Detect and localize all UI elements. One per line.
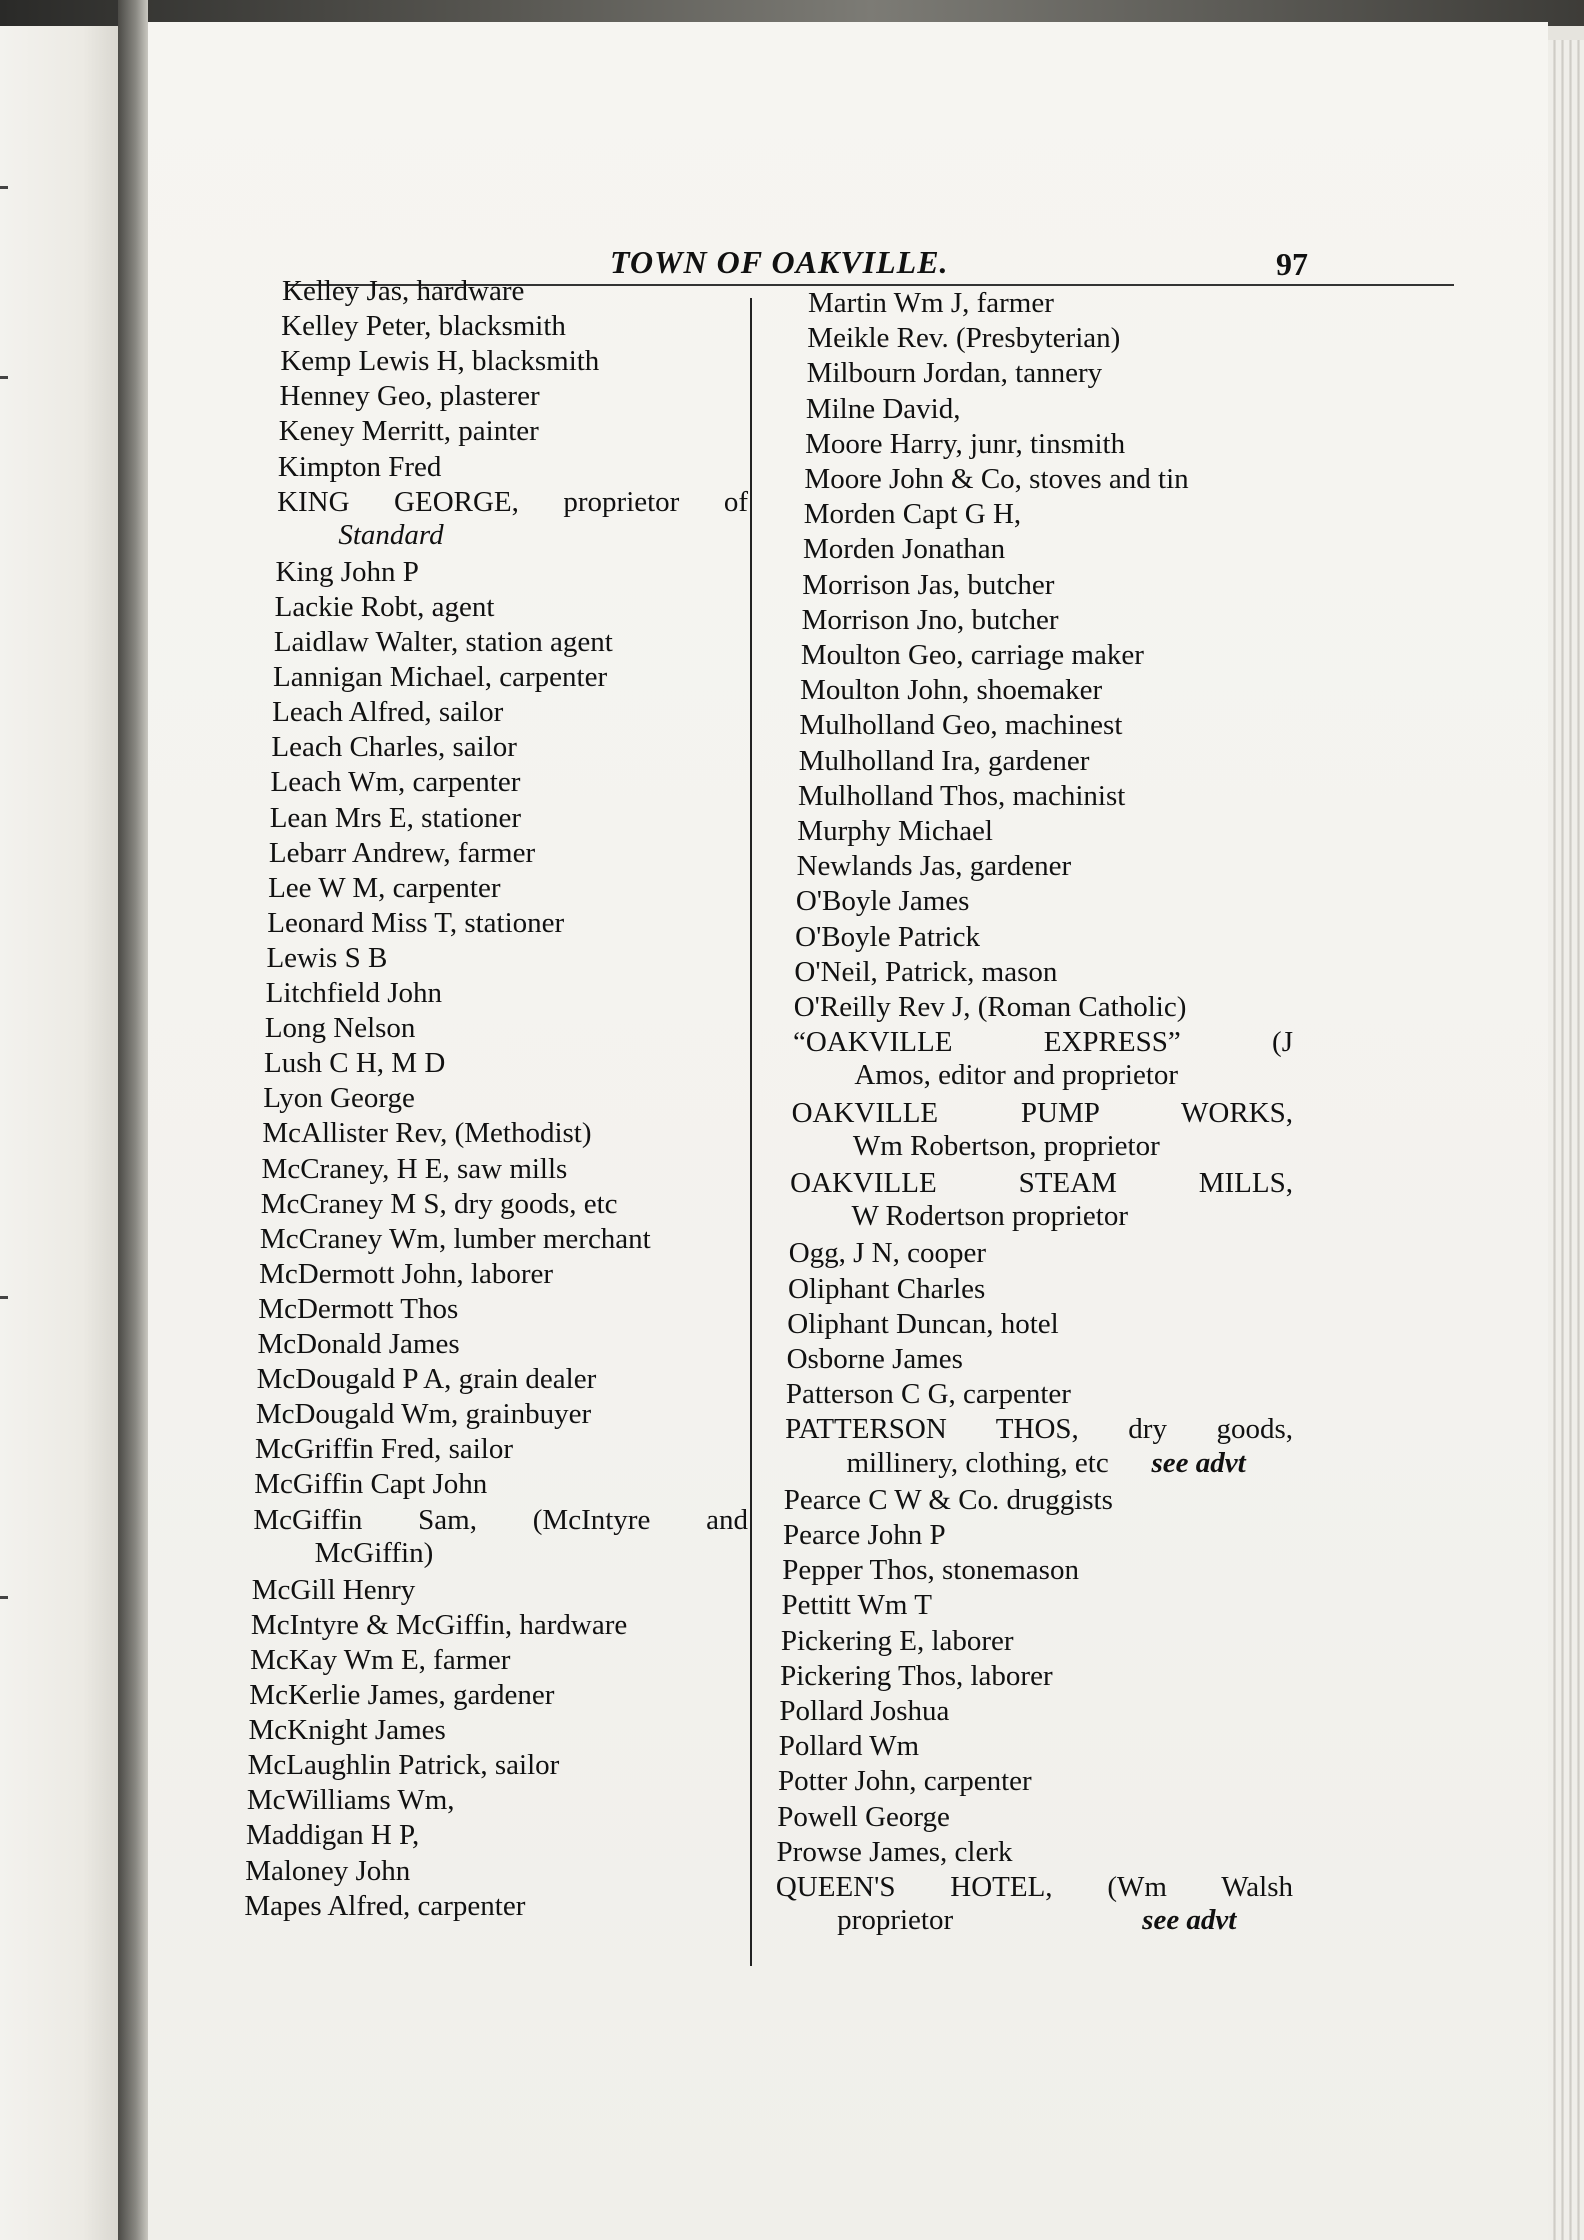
directory-entry: Keney Merritt, painter bbox=[278, 415, 539, 448]
directory-entry: McCraney Wm, lumber merchant bbox=[259, 1222, 651, 1255]
directory-entry: Milbourn Jordan, tannery bbox=[806, 357, 1103, 390]
directory-entry: O'Boyle James bbox=[795, 885, 970, 918]
directory-entry: Mulholland Geo, machinest bbox=[799, 709, 1123, 742]
directory-entry-continuation: Standard bbox=[338, 518, 444, 551]
directory-entry: McGiffin Capt John bbox=[254, 1468, 488, 1501]
directory-entry: Morrison Jas, butcher bbox=[802, 568, 1055, 601]
directory-entry-continuation: Amos, editor and proprietor bbox=[854, 1059, 1179, 1092]
directory-entry: Lush C H, M D bbox=[264, 1047, 446, 1080]
directory-entry: Kimpton Fred bbox=[277, 450, 442, 483]
directory-entry: Pickering E, laborer bbox=[780, 1624, 1014, 1657]
directory-entry: McGill Henry bbox=[251, 1573, 416, 1606]
directory-entry: McDougald Wm, grainbuyer bbox=[255, 1398, 592, 1431]
directory-entry: Pickering Thos, laborer bbox=[780, 1659, 1053, 1692]
directory-entry: Leach Charles, sailor bbox=[271, 731, 517, 764]
directory-entry: McDougald P A, grain dealer bbox=[256, 1363, 597, 1396]
directory-entry: Pearce John P bbox=[782, 1519, 946, 1551]
directory-entry: McGiffin Sam, (McIntyre and bbox=[253, 1503, 748, 1536]
directory-entry: QUEEN'S HOTEL, (Wm Walsh bbox=[775, 1871, 1293, 1903]
directory-entry: McIntyre & McGiffin, hardware bbox=[250, 1608, 628, 1641]
directory-entry: Meikle Rev. (Presbyterian) bbox=[807, 322, 1121, 355]
book-gutter bbox=[118, 0, 148, 2240]
directory-entry: Milne David, bbox=[805, 392, 961, 425]
directory-entry: OAKVILLE STEAM MILLS, bbox=[790, 1167, 1293, 1199]
directory-entry: Prowse James, clerk bbox=[776, 1835, 1013, 1868]
directory-entry: Morrison Jno, butcher bbox=[801, 603, 1059, 636]
directory-entry-continuation: McGiffin) bbox=[314, 1536, 434, 1569]
directory-entry: Lebarr Andrew, farmer bbox=[268, 836, 536, 869]
directory-entry: Mulholland Ira, gardener bbox=[798, 744, 1090, 777]
directory-entry: Moore John & Co, stoves and tin bbox=[804, 463, 1189, 495]
directory-entry: KING GEORGE, proprietor of bbox=[277, 485, 748, 518]
directory-entry: “OAKVILLE EXPRESS” (J bbox=[792, 1026, 1293, 1059]
directory-entry: McCraney M S, dry goods, etc bbox=[260, 1187, 618, 1220]
directory-entry: Kelley Jas, hardware bbox=[282, 275, 525, 307]
directory-entry: Litchfield John bbox=[265, 977, 443, 1009]
directory-entry-continuation: W Rodertson proprietor bbox=[851, 1200, 1128, 1233]
see-advt-note: see advt bbox=[1151, 1446, 1246, 1479]
directory-entry: Leonard Miss T, stationer bbox=[267, 906, 565, 939]
directory-entry: O'Reilly Rev J, (Roman Catholic) bbox=[793, 991, 1187, 1023]
column-divider bbox=[750, 298, 752, 1966]
margin-mark bbox=[0, 186, 8, 189]
directory-entry: Laidlaw Walter, station agent bbox=[273, 626, 613, 658]
directory-entry: McWilliams Wm, bbox=[246, 1784, 455, 1817]
directory-entry: McLaughlin Patrick, sailor bbox=[247, 1749, 560, 1782]
page-number: 97 bbox=[1276, 246, 1308, 282]
directory-entry: Lee W M, carpenter bbox=[268, 871, 501, 904]
directory-entry: Murphy Michael bbox=[797, 815, 993, 847]
directory-entry: Pepper Thos, stonemason bbox=[782, 1554, 1079, 1587]
directory-entry: Lean Mrs E, stationer bbox=[269, 801, 521, 834]
directory-entry: Powell George bbox=[777, 1800, 950, 1833]
directory-entry: McKnight James bbox=[248, 1714, 446, 1747]
directory-entry: Maloney John bbox=[245, 1854, 411, 1887]
directory-entry: Pearce C W & Co. druggists bbox=[783, 1483, 1113, 1516]
directory-entry: Morden Jonathan bbox=[802, 533, 1006, 566]
directory-entry: Mulholland Thos, machinist bbox=[797, 779, 1126, 812]
directory-entry: Moore Harry, junr, tinsmith bbox=[805, 427, 1126, 460]
directory-entry: Kelley Peter, blacksmith bbox=[281, 310, 566, 343]
directory-entry-continuation: Wm Robertson, proprietor bbox=[852, 1129, 1160, 1162]
directory-entry: Moulton John, shoemaker bbox=[800, 674, 1103, 707]
directory-entry: Newlands Jas, gardener bbox=[796, 850, 1072, 883]
directory-entry: Oliphant Charles bbox=[787, 1272, 986, 1305]
directory-entry: Ogg, J N, cooper bbox=[788, 1237, 987, 1270]
directory-entry: Moulton Geo, carriage maker bbox=[800, 639, 1144, 671]
directory-entry: OAKVILLE PUMP WORKS, bbox=[791, 1096, 1293, 1129]
directory-entry: McKay Wm E, farmer bbox=[250, 1643, 511, 1676]
directory-entry: Osborne James bbox=[786, 1343, 963, 1375]
directory-entry: Lannigan Michael, carpenter bbox=[273, 661, 608, 694]
margin-mark bbox=[0, 1296, 8, 1299]
page-title: TOWN OF OAKVILLE. bbox=[610, 244, 949, 280]
facing-page-edge bbox=[0, 26, 118, 2240]
directory-entry: McDermott Thos bbox=[258, 1292, 459, 1325]
directory-entry: Long Nelson bbox=[264, 1012, 416, 1045]
directory-entry: Pettitt Wm T bbox=[781, 1589, 932, 1622]
directory-entry: O'Boyle Patrick bbox=[795, 920, 980, 953]
directory-entry: Leach Alfred, sailor bbox=[272, 696, 504, 729]
directory-entry: O'Neil, Patrick, mason bbox=[794, 955, 1058, 988]
directory-entry: Pollard Joshua bbox=[779, 1695, 950, 1727]
directory-entry: McDermott John, laborer bbox=[259, 1257, 554, 1290]
directory-entry: McCraney, H E, saw mills bbox=[261, 1152, 568, 1185]
directory-entry: Lyon George bbox=[263, 1082, 415, 1115]
directory-page bbox=[148, 22, 1548, 2240]
directory-entry: Oliphant Duncan, hotel bbox=[787, 1307, 1059, 1340]
directory-entry: McKerlie James, gardener bbox=[249, 1679, 555, 1711]
directory-entry: Mapes Alfred, carpenter bbox=[244, 1889, 526, 1922]
directory-entry: McDonald James bbox=[257, 1328, 460, 1360]
directory-entry: Potter John, carpenter bbox=[777, 1765, 1032, 1798]
margin-mark bbox=[0, 376, 8, 379]
directory-entry: Leach Wm, carpenter bbox=[270, 766, 521, 799]
directory-entry: PATTERSON THOS, dry goods, bbox=[785, 1413, 1293, 1446]
directory-entry: McGriffin Fred, sailor bbox=[255, 1433, 513, 1466]
directory-entry: Patterson C G, carpenter bbox=[785, 1378, 1071, 1411]
directory-entry: King John P bbox=[275, 555, 419, 588]
directory-entry: Lackie Robt, agent bbox=[274, 590, 495, 623]
see-advt-note: see advt bbox=[1142, 1904, 1237, 1937]
directory-entry: Morden Capt G H, bbox=[803, 498, 1022, 531]
margin-mark bbox=[0, 1596, 8, 1599]
directory-entry: Henney Geo, plasterer bbox=[279, 380, 540, 413]
directory-entry-continuation: millinery, clothing, etc bbox=[846, 1446, 1109, 1479]
directory-entry: McAllister Rev, (Methodist) bbox=[262, 1117, 592, 1150]
directory-entry: Lewis S B bbox=[266, 941, 388, 974]
directory-entry: Pollard Wm bbox=[778, 1730, 920, 1763]
directory-entry: Maddigan H P, bbox=[246, 1819, 420, 1852]
directory-entry: Martin Wm J, farmer bbox=[808, 287, 1054, 319]
directory-entry: Kemp Lewis H, blacksmith bbox=[280, 345, 600, 378]
directory-entry-continuation: proprietor bbox=[837, 1904, 954, 1937]
